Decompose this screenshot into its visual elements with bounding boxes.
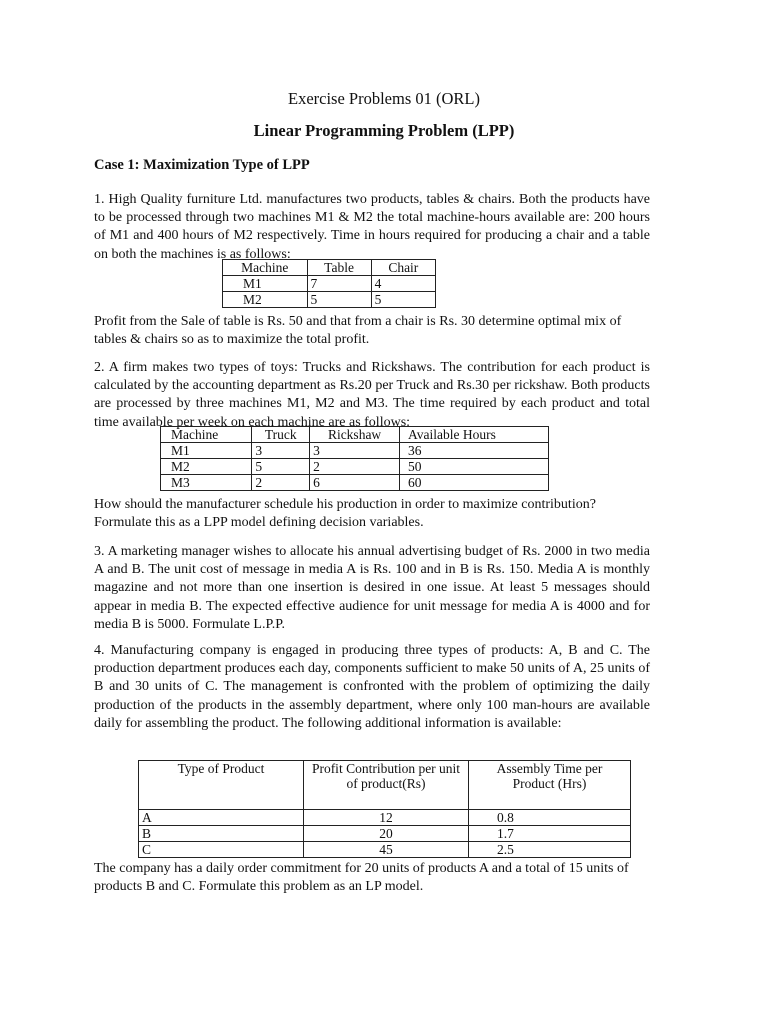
problem-4-after: The company has a daily order commitment for 20 units of products A and a total of 15 units of products B and C. Formulate this problem as an LP model. <box>94 861 629 895</box>
table-row: M2 5 2 50 <box>161 459 549 475</box>
table-row: C 45 2.5 <box>139 842 631 858</box>
problem-4-text: 4. Manufacturing company is engaged in producing three types of products: A, B and C. The production department produces each day, components sufficient to make 50 units of A, 25 units of B and 30 units of C. The management is confronted with the problem of optimizing the daily production of the products in the assembly department, where only 100 man-hours are available daily for assembling the product. The following additional information is available: <box>94 643 650 731</box>
table-row: M1 7 4 <box>223 276 436 292</box>
table-row: M1 3 3 36 <box>161 443 549 459</box>
table-header: Truck <box>252 427 310 443</box>
problem-2-after: How should the manufacturer schedule his production in order to maximize contribution? Formulate this as a LPP model defining decision variables. <box>94 497 596 531</box>
table-header: Assembly Time per Product (Hrs) <box>469 761 631 810</box>
table-row: M2 5 5 <box>223 292 436 308</box>
problem-3-text: 3. A marketing manager wishes to allocate his annual advertising budget of Rs. 2000 in two media A and B. The unit cost of message in media A is Rs. 100 and in B is Rs. 150. Media A is monthly magazine and not more than one insertion is desired in one issue. At least 5 messages should appear in media B. The expected effective audience for unit message for media A is 4000 and for media B is 5000. Formulate L.P.P. <box>94 544 650 632</box>
table-header: Machine <box>161 427 252 443</box>
product-table <box>138 760 631 858</box>
page-title: Exercise Problems 01 (ORL) <box>288 89 480 108</box>
problem-2-text: 2. A firm makes two types of toys: Trucks and Rickshaws. The contribution for each product is calculated by the accounting department as Rs.20 per Truck and Rs.30 per rickshaw. Both products are processed by three machines M1, M2 and M3. The time required by each product and total time available per week on each machine are as follows: <box>94 360 650 430</box>
table-header: Machine <box>223 260 308 276</box>
table-row: A 12 0.8 <box>139 810 631 826</box>
table-header: Available Hours <box>400 427 549 443</box>
table-header: Chair <box>371 260 435 276</box>
table-header: Profit Contribution per unit of product(Rs) <box>304 761 469 810</box>
page-subtitle: Linear Programming Problem (LPP) <box>253 121 515 140</box>
machine-time-table <box>222 259 436 308</box>
problem-1-text: 1. High Quality furniture Ltd. manufactures two products, tables & chairs. Both the products have to be processed through two machines M1 & M2 the total machine-hours available are: 200 hours of M1 and 400 hours of M2 respectively. Time in hours required for producing a chair and a table on both the machines is as follows: <box>94 192 650 262</box>
table-row: B 20 1.7 <box>139 826 631 842</box>
case-heading: Case 1: Maximization Type of LPP <box>94 157 310 173</box>
table-header: Rickshaw <box>310 427 400 443</box>
table-row: M3 2 6 60 <box>161 475 549 491</box>
problem-1-after: Profit from the Sale of table is Rs. 50 and that from a chair is Rs. 30 determine optimal mix of tables & chairs so as to maximize the total profit. <box>94 314 622 348</box>
table-header: Type of Product <box>139 761 304 810</box>
toy-machine-table <box>160 426 549 491</box>
table-header: Table <box>307 260 371 276</box>
